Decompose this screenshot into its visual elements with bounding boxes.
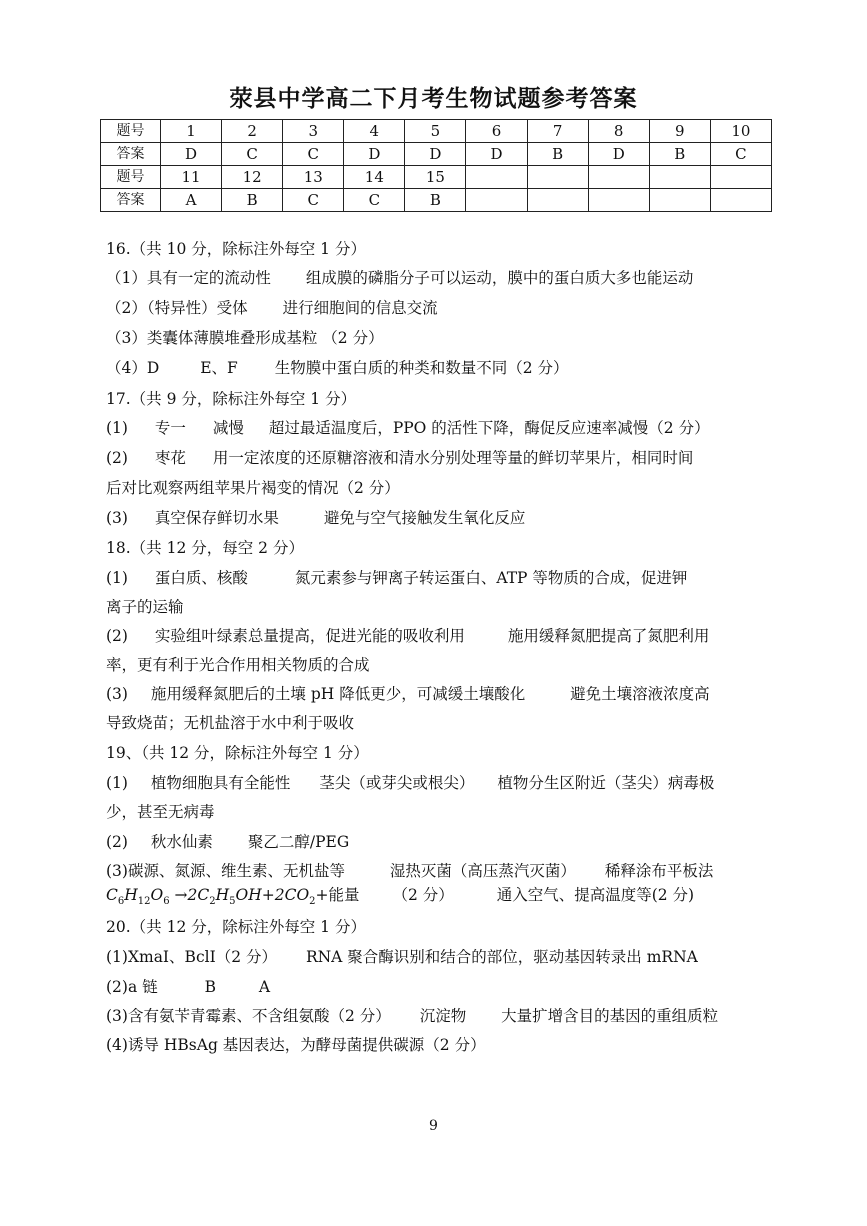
q19-header: 19、（共 12 分，除标注外每空 1 分） xyxy=(106,744,369,762)
answer-text: 茎尖（或芽尖或根尖） xyxy=(319,774,475,792)
answer-text: 植物分生区附近（茎尖）病毒极 xyxy=(497,774,715,792)
q19-answer-1 xyxy=(106,772,714,794)
page-number: 9 xyxy=(429,1118,438,1134)
answer-text: 组成膜的磷脂分子可以运动，膜中的蛋白质大多也能运动 xyxy=(305,269,694,287)
table-cell: C xyxy=(283,189,344,212)
answer-text: 真空保存鲜切水果 xyxy=(154,509,279,527)
answer-number: (3) xyxy=(106,509,128,527)
table-cell xyxy=(588,166,649,189)
table-cell: C xyxy=(283,143,344,166)
table-cell xyxy=(710,166,771,189)
answer-text: 通入空气、提高温度等(2 分) xyxy=(496,886,695,904)
answer-text: 专一 xyxy=(154,419,186,437)
table-row xyxy=(101,189,772,212)
answer-number: (2) xyxy=(106,627,128,645)
chemical-equation: $C_6H_{12}O_6 \to 2C_2H_5OH+2CO_2+$能量 xyxy=(106,886,360,908)
answer-text: 超过最适温度后，PPO 的活性下降，酶促反应速率减慢（2 分） xyxy=(268,419,710,437)
q19-answer-2 xyxy=(106,831,349,853)
answer-text: 施用缓释氮肥后的土壤 pH 降低更少，可减缓土壤酸化 xyxy=(150,685,526,703)
table-cell xyxy=(649,166,710,189)
answer-table xyxy=(100,119,772,212)
table-cell: B xyxy=(405,189,466,212)
table-cell xyxy=(527,189,588,212)
answer-text: 减慢 xyxy=(212,419,244,437)
table-cell: 1 xyxy=(161,120,222,143)
q18-header: 18.（共 12 分，每空 2 分） xyxy=(106,539,304,557)
answer-text: 实验组叶绿素总量提高，促进光能的吸收利用 xyxy=(154,627,465,645)
q20-answer-2 xyxy=(106,976,270,998)
answer-number: (2) xyxy=(106,833,128,851)
answer-text: （2）（特异性）受体 xyxy=(106,299,248,317)
q18-answer-3 xyxy=(106,683,710,705)
answer-text: (1)XmaⅠ、BclⅠ（2 分） xyxy=(106,948,277,966)
table-cell xyxy=(710,189,771,212)
equation-tail: +能量 xyxy=(315,886,360,904)
q18-answer-1-cont: 离子的运输 xyxy=(106,598,184,616)
q18-answer-1 xyxy=(106,567,687,589)
table-cell: 2 xyxy=(222,120,283,143)
q16-answer-2 xyxy=(106,297,438,319)
q17-answer-3 xyxy=(106,507,525,529)
q17-answer-2 xyxy=(106,447,693,469)
answer-text: （2 分） xyxy=(392,886,454,904)
page-title: 荥县中学高二下月考生物试题参考答案 xyxy=(229,86,638,112)
answer-text: （4）D xyxy=(106,359,160,377)
table-cell: 3 xyxy=(283,120,344,143)
answer-text: 避免与空气接触发生氧化反应 xyxy=(323,509,526,527)
table-cell: D xyxy=(161,143,222,166)
table-cell: 题号 xyxy=(101,166,161,189)
answer-text: (3)含有氨苄青霉素、不含组氨酸（2 分） xyxy=(106,1007,391,1025)
answer-text: 植物细胞具有全能性 xyxy=(150,774,291,792)
answer-text: （1）具有一定的流动性 xyxy=(106,269,271,287)
q20-answer-3 xyxy=(106,1005,718,1027)
answer-text: 进行细胞间的信息交流 xyxy=(282,299,438,317)
table-cell: B xyxy=(649,143,710,166)
table-cell: C xyxy=(344,189,405,212)
q16-answer-4 xyxy=(106,357,569,379)
answer-text: 湿热灭菌（高压蒸汽灭菌） xyxy=(389,862,576,880)
table-cell: B xyxy=(222,189,283,212)
answer-text: 沉淀物 xyxy=(419,1007,467,1025)
q20-header: 20.（共 12 分，除标注外每空 1 分） xyxy=(106,918,366,936)
answer-text: 避免土壤溶液浓度高 xyxy=(570,685,710,703)
table-cell: 15 xyxy=(405,166,466,189)
table-cell: 13 xyxy=(283,166,344,189)
table-cell: D xyxy=(405,143,466,166)
table-row xyxy=(101,166,772,189)
q17-answer-1 xyxy=(106,417,710,439)
q18-answer-2-cont: 率，更有利于光合作用相关物质的合成 xyxy=(106,656,370,674)
table-row xyxy=(101,143,772,166)
answer-text: RNA 聚合酶识别和结合的部位，驱动基因转录出 mRNA xyxy=(305,948,698,966)
q19-answer-3-cont xyxy=(106,884,694,913)
table-cell: B xyxy=(527,143,588,166)
table-cell: 10 xyxy=(710,120,771,143)
q20-answer-1 xyxy=(106,946,698,968)
table-cell: 答案 xyxy=(101,143,161,166)
q19-answer-1-cont: 少，甚至无病毒 xyxy=(106,803,215,821)
answer-number: (3) xyxy=(106,685,128,703)
table-cell: A xyxy=(161,189,222,212)
answer-text: 枣花 xyxy=(154,449,186,467)
table-row xyxy=(101,120,772,143)
answer-text: E、F xyxy=(200,359,238,377)
table-cell: 7 xyxy=(527,120,588,143)
table-cell xyxy=(649,189,710,212)
table-cell: D xyxy=(344,143,405,166)
q20-answer-4: (4)诱导 HBsAg 基因表达，为酵母菌提供碳源（2 分） xyxy=(106,1036,486,1054)
answer-text: 稀释涂布平板法 xyxy=(604,862,714,880)
table-cell: 11 xyxy=(161,166,222,189)
answer-text: 秋水仙素 xyxy=(150,833,213,851)
table-cell: 6 xyxy=(466,120,527,143)
table-cell xyxy=(466,166,527,189)
answer-text: 用一定浓度的还原糖溶液和清水分别处理等量的鲜切苹果片，相同时间 xyxy=(212,449,694,467)
answer-text: B xyxy=(204,978,216,996)
table-cell: 5 xyxy=(405,120,466,143)
q16-header: 16.（共 10 分，除标注外每空 1 分） xyxy=(106,240,366,258)
answer-text: 氮元素参与钾离子转运蛋白、ATP 等物质的合成，促进钾 xyxy=(294,569,688,587)
table-cell xyxy=(527,166,588,189)
table-cell: D xyxy=(466,143,527,166)
table-cell: 14 xyxy=(344,166,405,189)
answer-text: 蛋白质、核酸 xyxy=(154,569,248,587)
table-cell: 答案 xyxy=(101,189,161,212)
answer-number: (2) xyxy=(106,449,128,467)
answer-text: (2)a 链 xyxy=(106,978,158,996)
q18-answer-2 xyxy=(106,625,709,647)
table-cell: 9 xyxy=(649,120,710,143)
table-cell: 12 xyxy=(222,166,283,189)
answer-text: (3)碳源、氮源、维生素、无机盐等 xyxy=(106,862,345,880)
table-cell: C xyxy=(222,143,283,166)
answer-text: 施用缓释氮肥提高了氮肥利用 xyxy=(507,627,710,645)
table-cell xyxy=(466,189,527,212)
q16-answer-1 xyxy=(106,267,693,289)
answer-text: 聚乙二醇/PEG xyxy=(247,833,350,851)
answer-number: (1) xyxy=(106,569,128,587)
answer-text: 大量扩增含目的基因的重组质粒 xyxy=(501,1007,719,1025)
answer-text: 生物膜中蛋白质的种类和数量不同（2 分） xyxy=(274,359,569,377)
table-cell xyxy=(588,189,649,212)
table-cell: 8 xyxy=(588,120,649,143)
answer-number: (1) xyxy=(106,419,128,437)
table-cell: D xyxy=(588,143,649,166)
table-cell: 题号 xyxy=(101,120,161,143)
q17-answer-2-cont: 后对比观察两组苹果片褐变的情况（2 分） xyxy=(106,479,400,497)
answer-text: A xyxy=(258,978,271,996)
table-cell: C xyxy=(710,143,771,166)
q17-header: 17.（共 9 分，除标注外每空 1 分） xyxy=(106,390,357,408)
q16-answer-3: （3）类囊体薄膜堆叠形成基粒 （2 分） xyxy=(106,329,384,347)
table-cell: 4 xyxy=(344,120,405,143)
q18-answer-3-cont: 导致烧苗；无机盐溶于水中利于吸收 xyxy=(106,714,355,732)
answer-number: (1) xyxy=(106,774,128,792)
q19-answer-3 xyxy=(106,860,713,882)
